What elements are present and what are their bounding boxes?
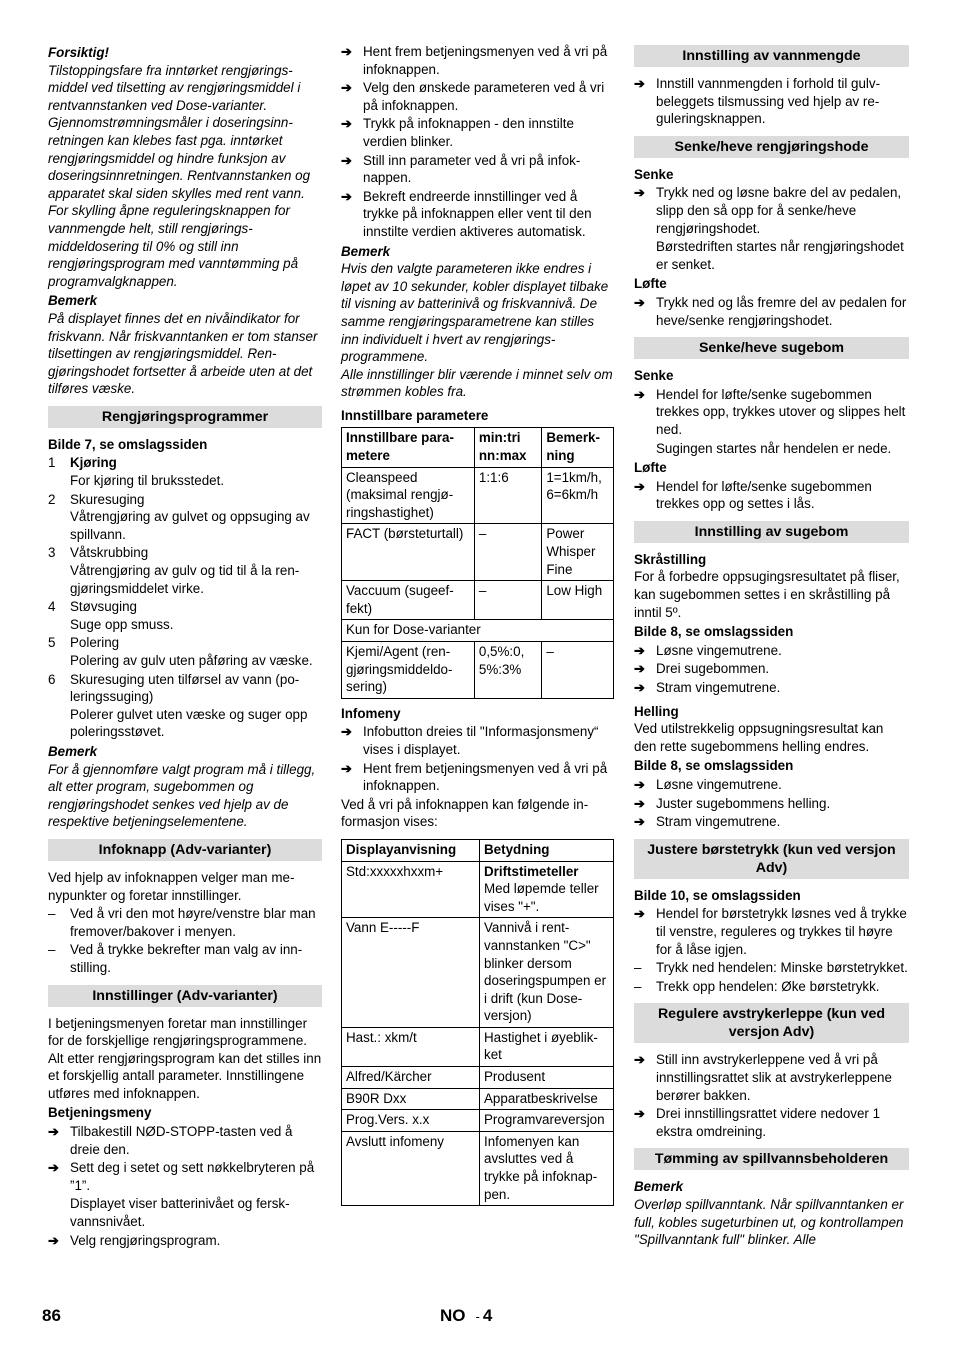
list-item-desc: Suge opp smuss. xyxy=(70,616,174,632)
step-item: ➔ Bekreft endreerde innstillinger ved å trykke på infoknappen eller vent til den innstilte verdien aktiveres automatisk. xyxy=(341,188,592,239)
column-middle xyxy=(341,42,614,1212)
table-cell: Avslutt infomeny xyxy=(342,1131,480,1205)
table-cell: – xyxy=(474,581,541,620)
arrow-right-icon: ➔ xyxy=(48,1232,59,1248)
arrow-right-icon: ➔ xyxy=(634,185,645,201)
table-row xyxy=(342,620,614,642)
table-row xyxy=(342,524,614,581)
arrow-right-icon: ➔ xyxy=(341,724,352,740)
subheading: Innstillbare parametere xyxy=(341,407,489,423)
table-cell: – xyxy=(474,524,541,581)
list-item: 4 Støvsuging xyxy=(48,599,137,615)
arrow-right-icon: ➔ xyxy=(634,1106,645,1122)
step-item: ➔ Infobutton dreies til "Informasjonsmeny“ vises i displayet. xyxy=(341,724,599,757)
section-heading-brush-pressure: Justere børstetrykk (kun ved versjon Adv) xyxy=(634,839,909,879)
program-list xyxy=(48,454,322,741)
table-cell: Apparatbeskrivelse xyxy=(480,1088,614,1110)
arrow-right-icon: ➔ xyxy=(634,795,645,811)
step-item: ➔ Trykk ned og løsne bakre del av pedalen, slipp den så opp for å senke/heve rengjøringshodet. xyxy=(634,185,902,236)
table-header-cell: Bemerkning xyxy=(542,428,614,467)
table-row xyxy=(342,581,614,620)
arrow-right-icon: ➔ xyxy=(634,76,645,91)
section-heading-settings: Innstillinger (Adv-varianter) xyxy=(48,985,322,1007)
arrow-right-icon: ➔ xyxy=(634,386,645,402)
table-cell: 1=1km/h, 6=6km/h xyxy=(542,467,614,524)
step-item: ➔ Hendel for løfte/senke sugebommen trekkes opp, trykkes utover og slippes helt ned. xyxy=(634,386,906,437)
column-left xyxy=(48,42,322,1250)
arrow-right-icon: ➔ xyxy=(48,1160,59,1176)
page-number: 86 xyxy=(42,1306,61,1325)
arrow-right-icon: ➔ xyxy=(634,478,645,494)
arrow-right-icon: ➔ xyxy=(341,760,352,776)
table-row xyxy=(342,1067,614,1089)
section-heading-cleaning-head: Senke/heve rengjøringshode xyxy=(634,136,909,158)
note-title: Bemerk xyxy=(48,293,98,309)
table-cell: Kjemi/Agent (rengjøringsmiddeldosering) xyxy=(342,642,475,699)
step-continuation: Børstedriften startes når rengjøringshodet er senket. xyxy=(656,239,904,272)
page-footer-label xyxy=(440,1307,492,1326)
note-title: Bemerk xyxy=(341,243,391,259)
table-cell: B90R Dxx xyxy=(342,1088,480,1110)
caution-title: Forsiktig! xyxy=(48,45,110,60)
language-code: NO xyxy=(440,1306,466,1325)
step-item: ➔ Hent frem betjeningsmenyen ved å vri på infoknappen. xyxy=(341,44,608,77)
step-item: ➔ Hendel for løfte/senke sugebommen trekkes opp og settes i lås. xyxy=(634,478,872,512)
table-cell: Low High xyxy=(542,581,614,620)
step-item: ➔ Innstill vannmengden i forhold til gulvbeleggets tilsmussing ved hjelp av reguleringsknappen. xyxy=(634,76,881,127)
table-row xyxy=(342,1131,614,1205)
figure-reference: Bilde 7, se omslagssiden xyxy=(48,436,208,452)
step-item: ➔ Sett deg i setet og sett nøkkelbryteren på ”1”. xyxy=(48,1160,315,1193)
arrow-right-icon: ➔ xyxy=(341,116,352,132)
section-heading-info-button: Infoknapp (Adv-varianter) xyxy=(48,839,322,861)
table-cell: Prog.Vers. x.x xyxy=(342,1110,480,1132)
step-item: ➔ Drei sugebommen. xyxy=(634,661,770,677)
arrow-right-icon: ➔ xyxy=(341,152,352,168)
step-item: ➔ Hendel for børstetrykk løsnes ved å trykke til venstre, reguleres og trykkes til høyre for å låse igjen. xyxy=(634,906,907,957)
step-item: ➔ Stram vingemutrene. xyxy=(634,680,781,696)
column-right xyxy=(634,42,909,1249)
table-header-cell: Betydning xyxy=(480,839,614,861)
footer-separator: - xyxy=(475,1309,480,1324)
list-item: 3 Våtskrubbing xyxy=(48,545,149,561)
dash-item: – Ved å vri den mot høyre/venstre blar man fremover/bakover i menyen. xyxy=(48,906,316,939)
paragraph: Ved hjelp av infoknappen velger man menypunkter og foretar innstillinger. xyxy=(48,869,295,903)
paragraph: Ved utilstrekkelig oppsugningsresultat kan den rette sugebommens helling endres. xyxy=(634,721,884,754)
list-item-desc: Polering av gulv uten påføring av væske. xyxy=(70,653,313,668)
step-item: ➔ Stram vingemutrene. xyxy=(634,814,781,830)
list-item-desc: Polerer gulvet uten væske og suger opp poleringsstøvet. xyxy=(70,706,308,740)
subheading: Infomeny xyxy=(341,705,401,721)
step-item: ➔ Velg rengjøringsprogram. xyxy=(48,1232,221,1248)
step-item: ➔ Trykk på infoknappen - den innstilte verdien blinker. xyxy=(341,116,574,149)
table-cell: Power Whisper Fine xyxy=(542,524,614,581)
step-item: ➔ Trykk ned og lås fremre del av pedalen for heve/senke rengjøringshodet. xyxy=(634,294,907,328)
dash-icon: – xyxy=(634,960,642,976)
table-row xyxy=(342,467,614,524)
dash-item: – Trekk opp hendelen: Øke børstetrykk. xyxy=(634,978,880,994)
section-heading-wiper-lip: Regulere avstrykerleppe (kun ved versjon Adv) xyxy=(634,1003,909,1043)
parameters-table xyxy=(341,427,614,698)
arrow-right-icon: ➔ xyxy=(634,642,645,658)
table-header-row xyxy=(342,428,614,467)
arrow-right-icon: ➔ xyxy=(634,777,645,792)
list-item-desc: Våtrengjøring av gulv og tid til å la rengjøringsmiddelet virke. xyxy=(70,563,300,596)
cell-text: Med løpemde teller vises "+". xyxy=(484,881,599,914)
step-item: ➔ Hent frem betjeningsmenyen ved å vri på infoknappen. xyxy=(341,760,608,794)
list-item: 1 Kjøring xyxy=(48,455,117,471)
figure-reference: Bilde 8, se omslagssiden xyxy=(634,624,794,640)
table-cell: Std:xxxxxhxxm+ xyxy=(342,861,480,918)
note-title: Bemerk xyxy=(48,743,98,759)
note-text: Alle innstillinger blir værende i minnet selv om strømmen kobles fra. xyxy=(341,366,613,400)
step-item: ➔ Løsne vingemutrene. xyxy=(634,642,782,658)
arrow-right-icon: ➔ xyxy=(634,661,645,677)
table-header-row xyxy=(342,839,614,861)
list-item: 2 Skuresuging xyxy=(48,491,145,507)
table-row xyxy=(342,861,614,918)
table-row xyxy=(342,1110,614,1132)
note-title: Bemerk xyxy=(634,1179,684,1195)
table-cell: Hast.: xkm/t xyxy=(342,1027,480,1066)
table-cell: Cleanspeed (maksimal rengjøringshastighet) xyxy=(342,467,475,524)
list-item: 5 Polering xyxy=(48,635,120,651)
table-cell: Produsent xyxy=(480,1067,614,1089)
list-item-desc: Våtrengjøring av gulvet og oppsuging av spillvann. xyxy=(70,509,310,542)
caution-text: Tilstoppingsfare fra inntørket rengjøringsmiddel ved tilsetting av rengjøringsmiddel i rentvannstanken ved Dose-varianter. Gjennomstrømningsmåler i doseringsinnretningen kan klebes fast pga. inntørket rengjøringsmiddel og hindre funksjon av doseringsinnretningen. Rentvannstanken og apparatet skal siden skylles med rent vann. For skylling åpne reguleringsknappen for vannmengde helt, still rengjøringsmiddeldosering til 0% og still inn rengjøringsprogram med vanntømming på programvalgknappen. xyxy=(48,62,311,289)
arrow-right-icon: ➔ xyxy=(634,814,645,830)
arrow-right-icon: ➔ xyxy=(341,44,352,59)
step-item: ➔ Velg den ønskede parameteren ved å vri på infoknappen. xyxy=(341,80,605,113)
subheading: Skråstilling xyxy=(634,551,707,567)
dash-item: – Ved å trykke bekrefter man valg av innstilling. xyxy=(48,942,303,975)
arrow-right-icon: ➔ xyxy=(634,906,645,922)
table-cell: Alfred/Kärcher xyxy=(342,1067,480,1089)
paragraph: I betjeningsmenyen foretar man innstillinger for de forskjellige rengjøringsprogrammene. Alt etter rengjøringsprogram kan det stilles inn et forskjellig antall parameter. Innstillingene utføres med infoknappen. xyxy=(48,1015,322,1101)
note-text: Overløp spillvanntank. Når spillvanntanken er full, kobles sugeturbinen ut, og kontrollampen "Spillvanntank full" blinker. Alle xyxy=(634,1196,904,1248)
note-text: For å gjennomføre valgt program må i tillegg, alt etter program, sugebommen og rengjøringshodet senkes ved hjelp av de respektive betjeningselementene. xyxy=(48,761,316,830)
section-heading-water-amount: Innstilling av vannmengde xyxy=(634,45,909,67)
step-continuation: Sugingen startes når hendelen er nede. xyxy=(656,440,892,456)
table-header-cell: Displayanvisning xyxy=(342,839,480,861)
section-heading-cleaning-programs: Rengjøringsprogrammer xyxy=(48,406,322,428)
arrow-right-icon: ➔ xyxy=(341,188,352,204)
note-text: Hvis den valgte parameteren ikke endres i løpet av 10 sekunder, kobler displayet tilbake til visning av batterinivå og friskvannivå. De samme rengjøringsparametrene kan stilles inn individuelt i hvert av rengjøringsprogrammene. xyxy=(341,261,609,365)
subheading: Løfte xyxy=(634,276,667,292)
table-cell: Vannivå i rentvannstanken "C>" blinker dersom doseringspumpen er i drift (kun Dose-versjon) xyxy=(480,918,614,1028)
figure-reference: Bilde 10, se omslagssiden xyxy=(634,887,801,903)
table-header-cell: min:tri nn:max xyxy=(474,428,541,467)
section-heading-drain-tank: Tømming av spillvannsbeholderen xyxy=(634,1148,909,1170)
dash-icon: – xyxy=(634,978,642,994)
table-cell xyxy=(480,861,614,918)
arrow-right-icon: ➔ xyxy=(634,294,645,310)
display-table xyxy=(341,839,614,1206)
arrow-right-icon: ➔ xyxy=(634,1052,645,1068)
table-row xyxy=(342,1088,614,1110)
table-cell: Programvareversjon xyxy=(480,1110,614,1132)
sub-page-number: 4 xyxy=(482,1306,493,1325)
step-item: ➔ Tilbakestill NØD-STOPP-tasten ved å dreie den. xyxy=(48,1124,293,1157)
paragraph: For å forbedre oppsugingsresultatet på fliser, kan sugebommen settes i en skråstilling på inntil 5º. xyxy=(634,569,900,620)
subheading: Senke xyxy=(634,166,674,182)
figure-reference: Bilde 8, se omslagssiden xyxy=(634,758,794,774)
table-cell: Kun for Dose-varianter xyxy=(342,620,614,642)
paragraph: Ved å vri på infoknappen kan følgende informasjon vises: xyxy=(341,796,589,830)
arrow-right-icon: ➔ xyxy=(341,80,352,96)
dash-item: – Trykk ned hendelen: Minske børstetrykket. xyxy=(634,960,908,976)
arrow-right-icon: ➔ xyxy=(48,1124,59,1140)
section-heading-squeegee-adjust: Innstilling av sugebom xyxy=(634,521,909,543)
table-cell: Hastighet i øyeblikket xyxy=(480,1027,614,1066)
table-cell: – xyxy=(542,642,614,699)
table-cell: 1:1:6 xyxy=(474,467,541,524)
list-item-desc: For kjøring til bruksstedet. xyxy=(70,473,225,489)
dash-icon: – xyxy=(48,942,56,958)
step-item: ➔ Løsne vingemutrene. xyxy=(634,777,782,792)
arrow-right-icon: ➔ xyxy=(634,680,645,696)
step-item: ➔ Still inn parameter ved å vri på infoknappen. xyxy=(341,152,581,186)
dash-icon: – xyxy=(48,906,56,922)
subheading: Løfte xyxy=(634,460,667,476)
subheading: Helling xyxy=(634,703,679,719)
table-header-cell: Innstillbare parametere xyxy=(342,428,475,467)
note-text: På displayet finnes det en nivåindikator for friskvann. Når friskvanntanken er tom stanser tilsettingen av rengjøringsmiddel. Rengjøringshodet fortsetter å arbeide uten at det tilføres væske. xyxy=(48,310,318,397)
subheading: Senke xyxy=(634,368,674,384)
table-cell: FACT (børsteturtall) xyxy=(342,524,475,581)
table-cell: Infomenyen kan avsluttes ved å trykke på infoknappen. xyxy=(480,1131,614,1205)
table-cell: Vann E-----F xyxy=(342,918,480,1028)
list-item: 6 Skuresuging uten tilførsel av vann (poleringssuging) xyxy=(48,671,300,705)
step-item: ➔ Juster sugebommens helling. xyxy=(634,795,831,811)
cell-title: Driftstimeteller xyxy=(484,863,579,879)
step-item: ➔ Drei innstillingsrattet videre nedover 1 ekstra omdreining. xyxy=(634,1106,881,1139)
step-item: ➔ Still inn avstrykerleppene ved å vri på innstillingsrattet slik at avstrykerleppene berører bakken. xyxy=(634,1052,892,1103)
table-row xyxy=(342,918,614,1028)
section-heading-squeegee: Senke/heve sugebom xyxy=(634,337,909,359)
table-row xyxy=(342,1027,614,1066)
subheading: Betjeningsmeny xyxy=(48,1105,152,1121)
table-row xyxy=(342,642,614,699)
table-cell: Vaccuum (sugeeffekt) xyxy=(342,581,475,620)
table-cell: 0,5%:0, 5%:3% xyxy=(474,642,541,699)
step-continuation: Displayet viser batterinivået og ferskvannsnivået. xyxy=(70,1196,290,1230)
